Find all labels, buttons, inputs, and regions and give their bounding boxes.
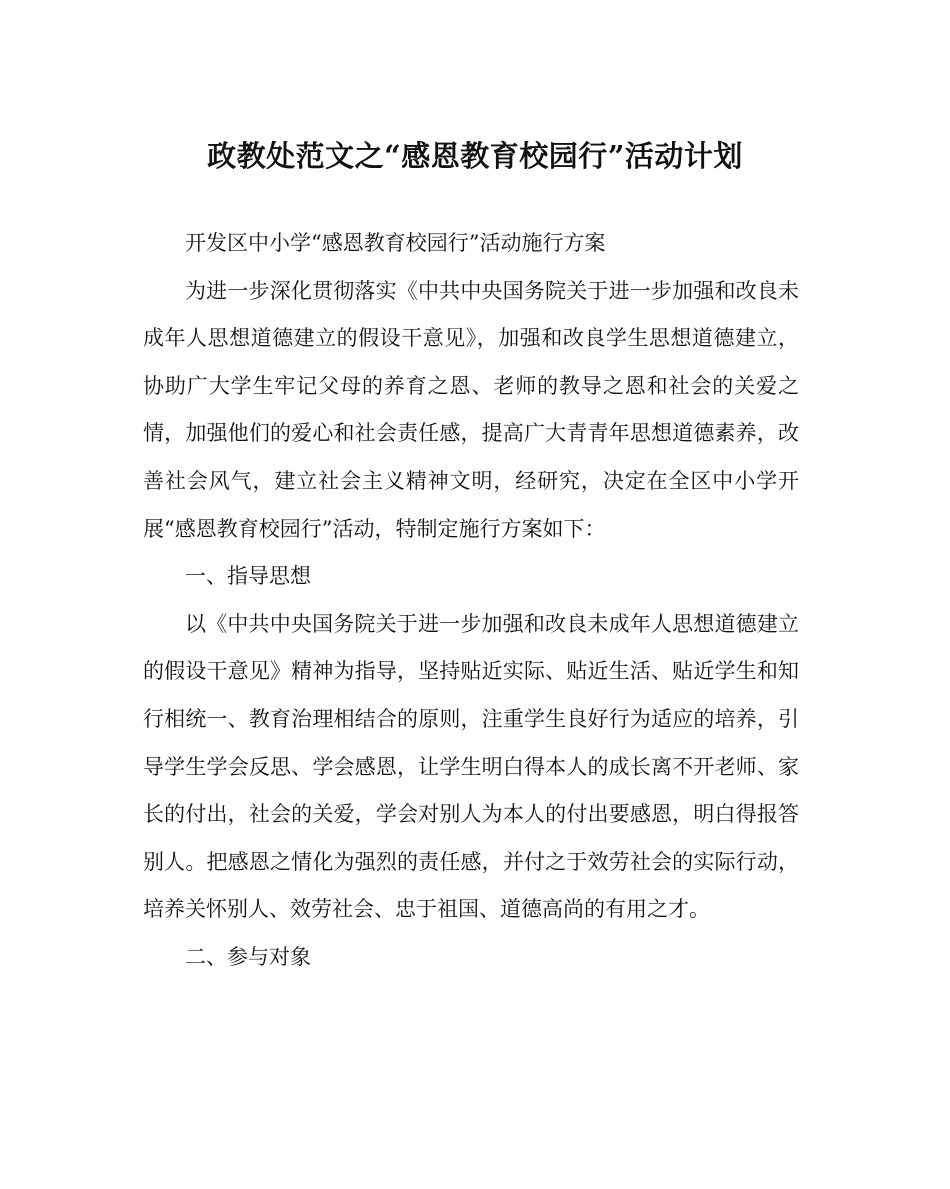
intro-paragraph: 为进一步深化贯彻落实《中共中央国务院关于进一步加强和改良未成年人思想道德建立的假设干意见》，加强和改良学生思想道德建立，协助广大学生牢记父母的养育之恩、老师的教导之恩和社会的关爱之情，加强他们的爱心和社会责任感，提高广大青青年思想道德素养，改善社会风气，建立社会主义精神文明，经研究，决定在全区中小学开展“感恩教育校园行”活动，特制定施行方案如下： xyxy=(143,278,799,541)
document-body xyxy=(143,220,799,982)
document-title: 政教处范文之“感恩教育校园行”活动计划 xyxy=(207,139,743,173)
section-heading-guiding-ideology: 一、指导思想 xyxy=(185,564,311,589)
guiding-ideology-paragraph: 以《中共中央国务院关于进一步加强和改良未成年人思想道德建立的假设干意见》精神为指导，坚持贴近实际、贴近生活、贴近学生和知行相统一、教育治理相结合的原则，注重学生良好行为适应的培养，引导学生学会反思、学会感恩，让学生明白得本人的成长离不开老师、家长的付出，社会的关爱，学会对别人为本人的付出要感恩，明白得报答别人。把感恩之情化为强烈的责任感，并付之于效劳社会的实际行动，培养关怀别人、效劳社会、忠于祖国、道德高尚的有用之才。 xyxy=(143,611,799,922)
plan-subtitle-paragraph: 开发区中小学“感恩教育校园行”活动施行方案 xyxy=(185,231,606,255)
section-heading-participants: 二、参与对象 xyxy=(185,944,311,969)
